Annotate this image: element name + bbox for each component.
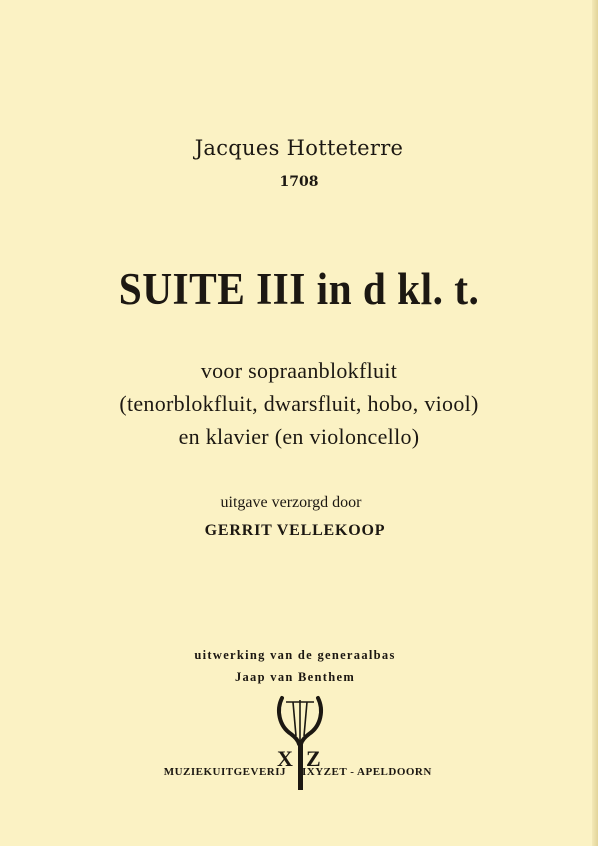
composition-year: 1708	[279, 174, 319, 190]
instrumentation-line-3: en klavier (en violoncello)	[178, 424, 420, 449]
continuo-arranger-name: Jaap van Benthem	[234, 670, 356, 684]
composer-name: Jacques Hotteterre	[194, 136, 404, 160]
instrumentation-line-1: voor sopraanblokfluit	[200, 358, 398, 383]
work-title: SUITE III in d kl. t.	[118, 264, 480, 314]
instrumentation-line-2: (tenorblokfluit, dwarsfluit, hobo, viool)	[119, 391, 479, 416]
publisher-label: MUZIEKUITGEVERIJ	[163, 766, 286, 778]
edition-label: uitgave verzorgd door	[220, 494, 362, 511]
editor-name: GERRIT VELLEKOOP	[204, 522, 386, 539]
svg-text:X: X	[277, 746, 293, 771]
continuo-label: uitwerking van de generaalbas	[194, 648, 396, 662]
svg-text:Z: Z	[306, 746, 321, 771]
page-edge-shadow	[592, 0, 598, 846]
publisher-name-location: IXYZET - APELDOORN	[302, 766, 432, 778]
